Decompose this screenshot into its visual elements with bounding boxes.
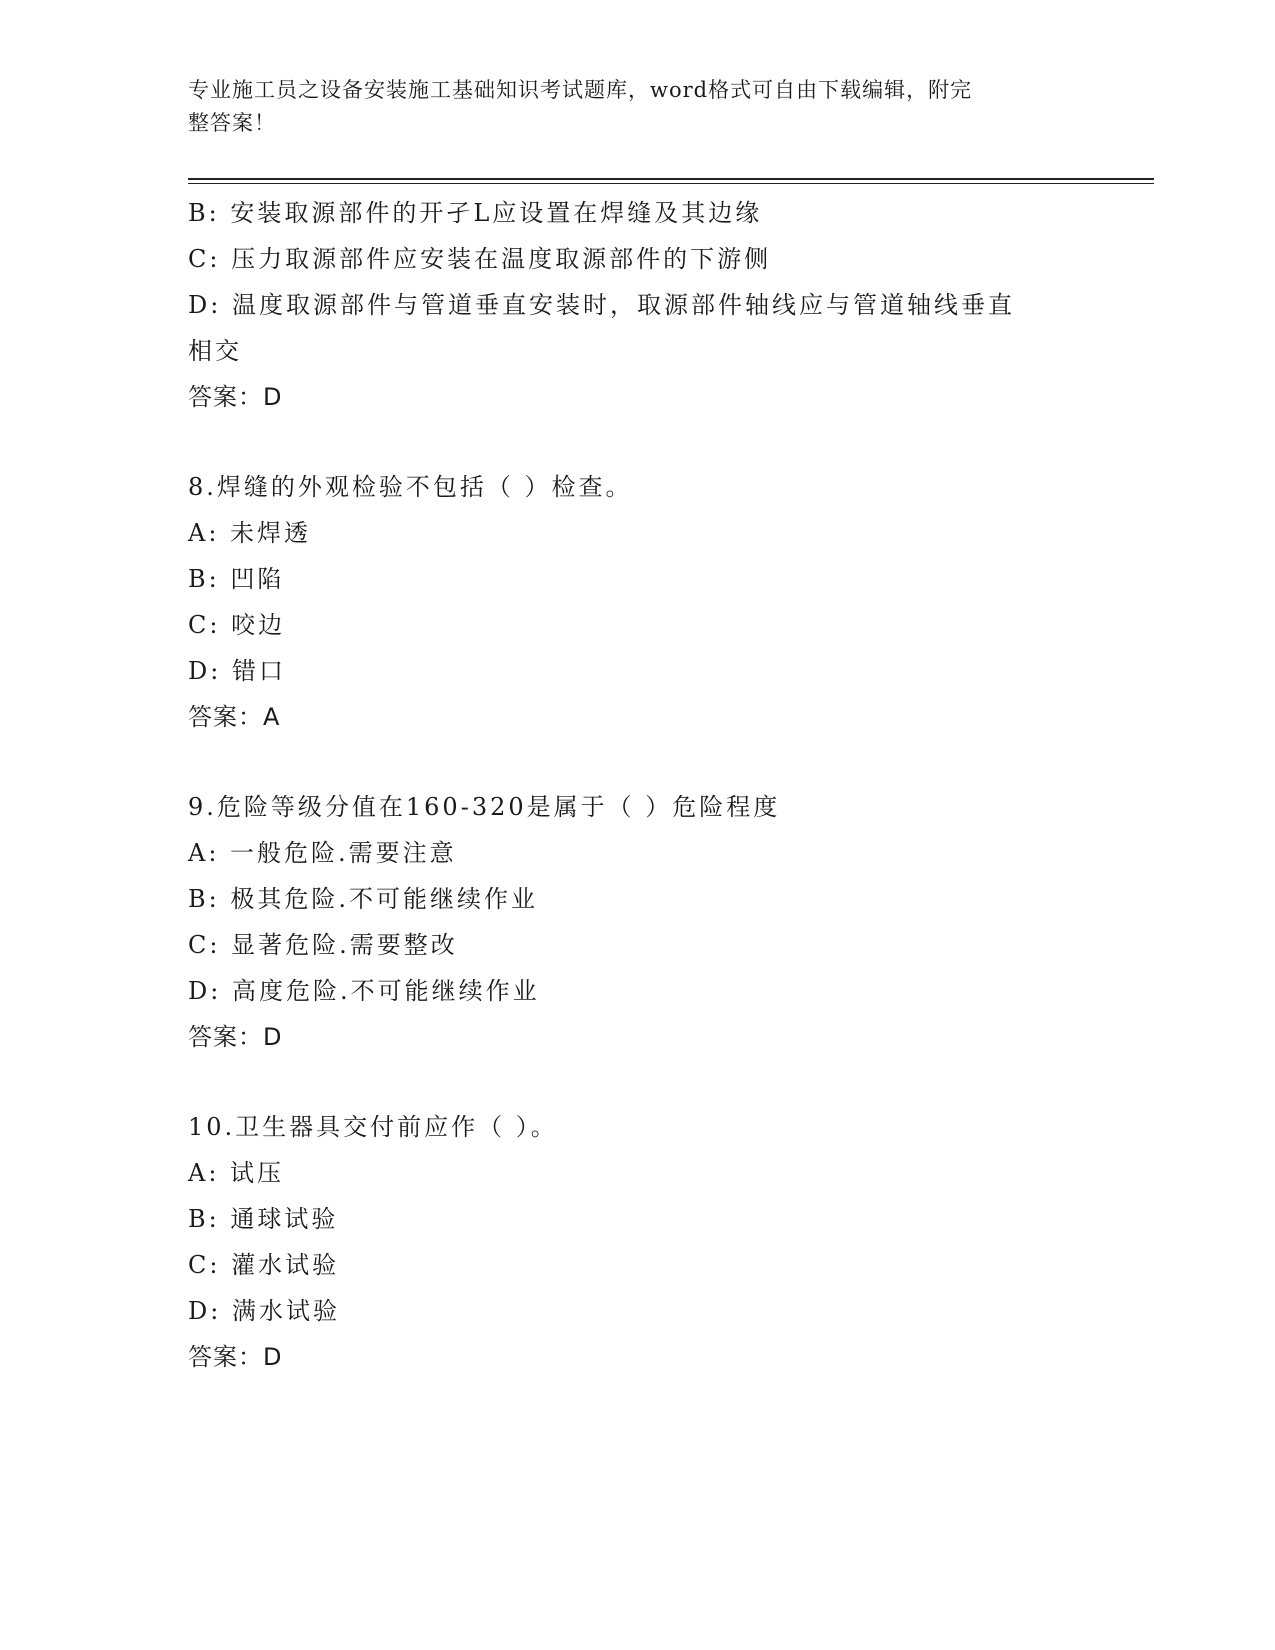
answer-line: 答案：D	[188, 383, 283, 411]
option-line: C: 咬边	[188, 611, 286, 639]
question-text: 10.卫生器具交付前应作（ ）。	[188, 1113, 558, 1141]
question-text: 8.焊缝的外观检验不包括（ ）检查。	[188, 473, 633, 501]
answer-line: 答案：D	[188, 1023, 283, 1051]
option-line: A: 未焊透	[188, 519, 312, 547]
option-line: A: 一般危险.需要注意	[188, 839, 457, 867]
option-line: D: 满水试验	[188, 1297, 340, 1325]
option-line: B: 凹陷	[188, 565, 285, 593]
answer-line: 答案：D	[188, 1343, 283, 1371]
question-block-9	[188, 784, 1088, 1060]
header-line-2: 整答案！	[188, 111, 276, 135]
answer-line: 答案：A	[188, 703, 281, 731]
header-divider-thick	[188, 178, 1154, 180]
question-list	[188, 190, 1088, 1424]
document-header	[188, 74, 1088, 140]
option-line: C: 压力取源部件应安装在温度取源部件的下游侧	[188, 245, 772, 273]
option-line: D: 高度危险.不可能继续作业	[188, 977, 540, 1005]
question-block-7-continued	[188, 190, 1088, 420]
option-line: D: 温度取源部件与管道垂直安装时，取源部件轴线应与管道轴线垂直	[188, 291, 1015, 319]
option-line: B: 安装取源部件的开孑L应设置在焊缝及其边缘	[188, 199, 763, 227]
option-line-continuation: 相交	[188, 337, 242, 365]
option-line: D: 错口	[188, 657, 286, 685]
option-line: C: 灌水试验	[188, 1251, 340, 1279]
question-block-10	[188, 1104, 1088, 1380]
question-block-8	[188, 464, 1088, 740]
header-line-1: 专业施工员之设备安装施工基础知识考试题库，word格式可自由下载编辑，附完	[188, 78, 973, 102]
option-line: A: 试压	[188, 1159, 285, 1187]
header-divider-thin	[188, 183, 1154, 184]
question-text: 9.危险等级分值在160-320是属于（ ）危险程度	[188, 793, 781, 821]
option-line: B: 通球试验	[188, 1205, 339, 1233]
option-line: C: 显著危险.需要整改	[188, 931, 458, 959]
option-line: B: 极其危险.不可能继续作业	[188, 885, 538, 913]
